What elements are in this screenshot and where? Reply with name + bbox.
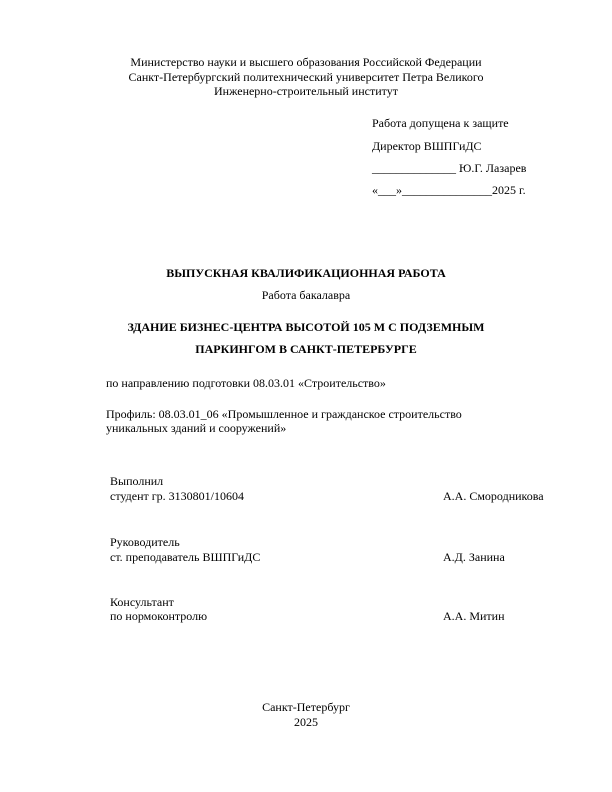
ministry-line: Министерство науки и высшего образования Российской Федерации	[130, 55, 482, 69]
supervisor-name: А.Д. Занина	[443, 550, 505, 564]
footer-year: 2025	[294, 715, 318, 729]
supervisor-role: Руководитель	[110, 535, 180, 549]
approval-date: «___»_______________2025 г.	[372, 183, 526, 197]
consultant-detail: по нормоконтролю	[110, 609, 208, 623]
profile-line-2: уникальных зданий и сооружений»	[106, 421, 287, 435]
consultant-role: Консультант	[110, 595, 174, 609]
topic-line-2: ПАРКИНГОМ В САНКТ-ПЕТЕРБУРГЕ	[195, 342, 417, 356]
approval-admitted: Работа допущена к защите	[372, 116, 509, 130]
performer-detail: студент гр. 3130801/10604	[110, 489, 245, 503]
direction-line: по направлению подготовки 08.03.01 «Строительство»	[106, 376, 386, 390]
performer-role: Выполнил	[110, 474, 164, 488]
approval-signature: ______________ Ю.Г. Лазарев	[372, 161, 527, 175]
consultant-name: А.А. Митин	[443, 609, 505, 623]
topic-line-1: ЗДАНИЕ БИЗНЕС-ЦЕНТРА ВЫСОТОЙ 105 М С ПОДЗЕМНЫМ	[127, 320, 485, 334]
approval-director: Директор ВШПГиДС	[372, 139, 482, 153]
work-type: ВЫПУСКНАЯ КВАЛИФИКАЦИОННАЯ РАБОТА	[166, 266, 446, 280]
work-subtype: Работа бакалавра	[261, 288, 351, 302]
institute-line: Инженерно-строительный институт	[214, 84, 398, 98]
university-line: Санкт-Петербургский политехнический университет Петра Великого	[128, 70, 484, 84]
performer-name: А.А. Смородникова	[443, 489, 544, 503]
profile-line-1: Профиль: 08.03.01_06 «Промышленное и гражданское строительство	[106, 407, 462, 421]
supervisor-detail: ст. преподаватель ВШПГиДС	[110, 550, 261, 564]
footer-city: Санкт-Петербург	[262, 700, 350, 714]
